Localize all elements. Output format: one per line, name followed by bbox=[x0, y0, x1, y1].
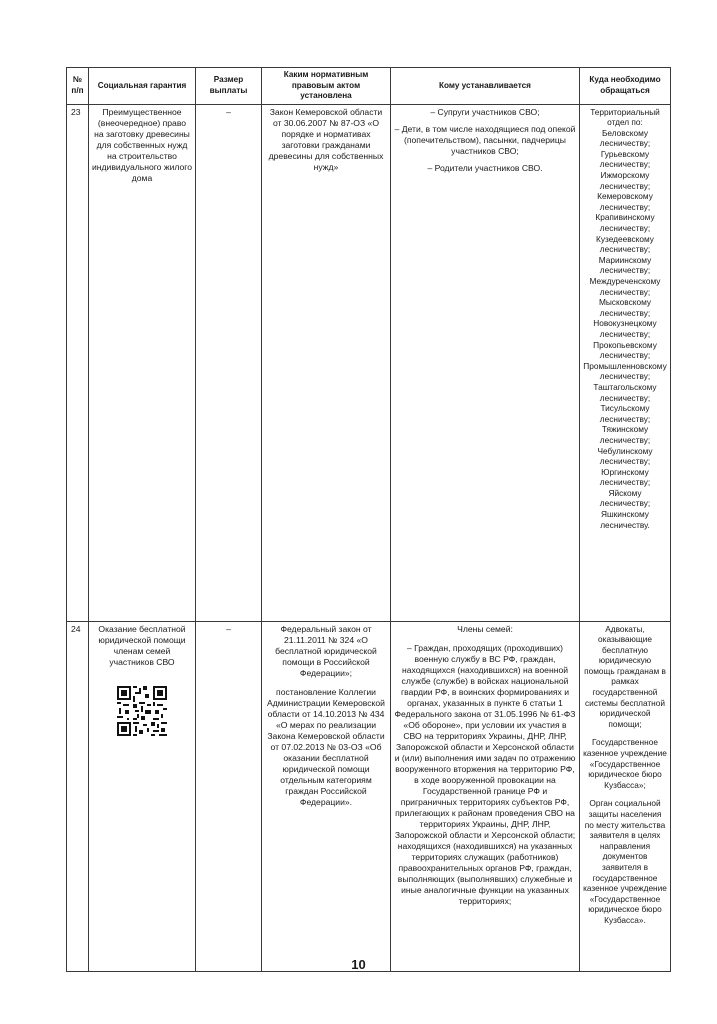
header-whom: Кому устанавливается bbox=[391, 68, 580, 105]
where-bureau: Государственное казенное учреждение «Государственное юридическое бюро Кузбасса»; bbox=[583, 737, 667, 790]
row-num: 24 bbox=[67, 621, 89, 971]
qr-code-icon[interactable] bbox=[117, 686, 167, 736]
row-guarantee: Преимущественное (внеочередное) право на заготовку древесины для собственных нужд на строительство индивидуального жилого дома bbox=[89, 104, 196, 621]
page-number: 10 bbox=[351, 957, 366, 972]
table-row bbox=[67, 104, 671, 621]
row-amount: – bbox=[196, 621, 262, 971]
where-lawyers: Адвокаты, оказывающие бесплатную юридическую помощь гражданам в рамках государственной системы бесплатной юридической помощи; bbox=[584, 623, 666, 729]
row-whom bbox=[391, 621, 580, 971]
whom-item: – Родители участников СВО. bbox=[427, 162, 543, 173]
row-act-cell bbox=[262, 621, 391, 971]
header-act: Каким нормативным правовым актом установлена bbox=[262, 68, 391, 105]
header-amount: Размер выплаты bbox=[196, 68, 262, 105]
where-social-protection: Орган социальной защиты населения по месту жительства заявителя в целях направления документов заявителя в государственное казенное учреждение «Государственное юридическое бюро Кузбасса». bbox=[583, 798, 667, 925]
row-guarantee-cell bbox=[89, 621, 196, 971]
row-num: 23 bbox=[67, 104, 89, 621]
row-guarantee: Оказание бесплатной юридической помощи членам семей участников СВО bbox=[98, 623, 186, 667]
whom-item: – Граждан, проходящих (проходивших) военную службу в ВС РФ, граждан, находящихся (находившихся) на военной службе (службе) в войсках национальной гвардии РФ, в воинских формированиях и органах, указанных в пункте 6 статьи 1 Федерального закона от 31.05.1996 № 61-ФЗ «Об обороне», при условии их участия в СВО на территориях Украины, ДНР, ЛНР, Запорожской области и Херсонской области и (или) выполнения ими задач по отражению вооруженного вторжения на территорию РФ, в ходе вооруженной провокации на Государственной границе РФ и приграничных территориях субъектов РФ, прилегающих к районам проведения СВО на территориях Украины, ДНР, ЛНР, Запорожской области и Херсонской области; находящихся (находившихся) на указанных территориях служащих (работников) правоохранительных органов РФ, граждан, выполняющих (выполнявших) служебные и иные аналогичные функции на указанных территориях; bbox=[394, 642, 576, 906]
whom-item: – Супруги участников СВО; bbox=[430, 106, 540, 117]
guarantees-table bbox=[66, 67, 671, 972]
act-federal-law: Федеральный закон от 21.11.2011 № 324 «О бесплатной юридической помощи в Российской Федерации»; bbox=[275, 623, 377, 678]
whom-title: Члены семей: bbox=[457, 623, 513, 634]
table-header-row bbox=[67, 68, 671, 105]
row-amount: – bbox=[196, 104, 262, 621]
act-resolution: постановление Коллегии Администрации Кемеровской области от 14.10.2013 № 434 «О мерах по реализации Закона Кемеровской области от 07.02.2013 № 03-ОЗ «Об оказании бесплатной юридической помощи отдельным категориям граждан Российской Федерации». bbox=[267, 686, 385, 807]
table-row bbox=[67, 621, 671, 971]
header-where: Куда необходимо обращаться bbox=[580, 68, 671, 105]
header-guarantee: Социальная гарантия bbox=[89, 68, 196, 105]
header-num: № п/п bbox=[67, 68, 89, 105]
whom-item: – Дети, в том числе находящиеся под опекой (попечительством), пасынки, падчерицы участников СВО; bbox=[394, 123, 576, 156]
row-where bbox=[580, 621, 671, 971]
row-act: Закон Кемеровской области от 30.06.2007 № 87-ОЗ «О порядке и нормативах заготовки гражданами древесины для собственных нужд» bbox=[262, 104, 391, 621]
row-where: Территориальный отдел по: Беловскому лесничеству; Гурьевскому лесничеству; Ижморскому лесничеству; Кемеровскому лесничеству; Крапивинскому лесничеству; Кузедеевскому лесничеству; Мариинскому лесничеству; Междуреченскому лесничеству; Мысковскому лесничеству; Новокузнецкому лесничеству; Прокопьевскому лесничеству; Промышленновскому лесничеству; Таштагольскому лесничеству; Тисульскому лесничеству; Тяжинскому лесничеству; Чебулинскому лесничеству; Юргинскому лесничеству; Яйскому лесничеству; Яшкинскому лесничеству. bbox=[580, 104, 671, 621]
row-whom bbox=[391, 104, 580, 621]
